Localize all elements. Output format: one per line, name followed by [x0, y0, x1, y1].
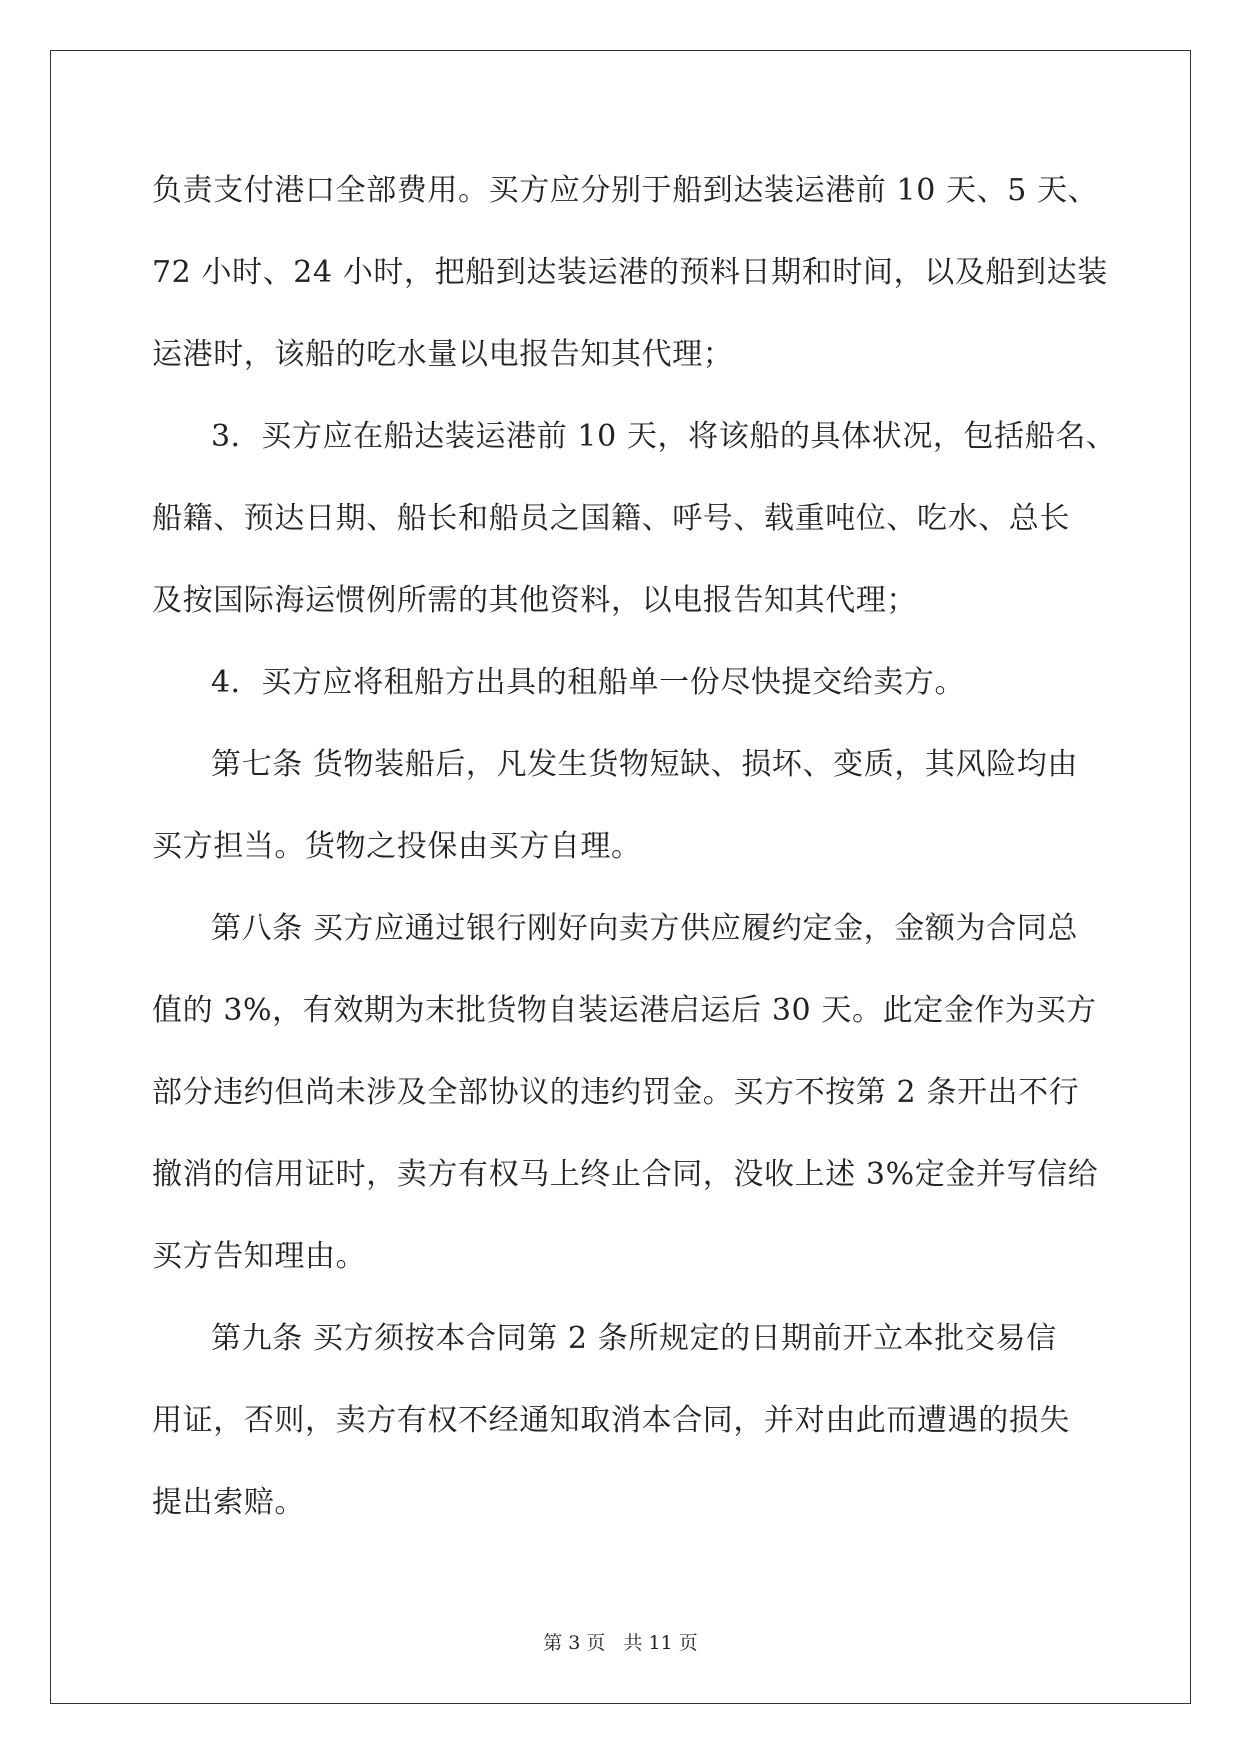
text-line: 船籍、预达日期、船长和船员之国籍、呼号、载重吨位、吃水、总长: [152, 501, 1070, 536]
text-line: 撤消的信用证时，卖方有权马上终止合同，没收上述 3%定金并写信给: [152, 1157, 1099, 1192]
text-line: 运港时，该船的吃水量以电报告知其代理；: [152, 337, 734, 372]
text-line: 用证，否则，卖方有权不经通知取消本合同，并对由此而遭遇的损失: [152, 1403, 1070, 1438]
text-line: 72 小时、24 小时，把船到达装运港的预料日期和时间，以及船到达装: [152, 255, 1108, 290]
text-line: 第九条 买方须按本合同第 2 条所规定的日期前开立本批交易信: [211, 1321, 1057, 1356]
text-line: 值的 3%，有效期为末批货物自装运港启运后 30 天。此定金作为买方: [152, 993, 1097, 1028]
text-line: 买方告知理由。: [152, 1239, 367, 1274]
document-body: [152, 150, 1117, 1544]
text-line: 3．买方应在船达装运港前 10 天，将该船的具体状况，包括船名、: [211, 419, 1117, 454]
text-line: 负责支付港口全部费用。买方应分别于船到达装运港前 10 天、5 天、: [152, 173, 1099, 208]
text-line: 4．买方应将租船方出具的租船单一份尽快提交给卖方。: [211, 665, 966, 700]
text-line: 及按国际海运惯例所需的其他资料，以电报告知其代理；: [152, 583, 917, 618]
text-line: 提出索赔。: [152, 1485, 305, 1520]
page-number-footer: 第 3 页 共 11 页: [543, 1632, 698, 1654]
text-line: 第八条 买方应通过银行刚好向卖方供应履约定金，金额为合同总: [211, 911, 1078, 946]
text-line: 第七条 货物装船后，凡发生货物短缺、损坏、变质，其风险均由: [211, 747, 1078, 782]
text-line: 部分违约但尚未涉及全部协议的违约罚金。买方不按第 2 条开出不行: [152, 1075, 1080, 1110]
text-line: 买方担当。货物之投保由买方自理。: [152, 829, 642, 864]
